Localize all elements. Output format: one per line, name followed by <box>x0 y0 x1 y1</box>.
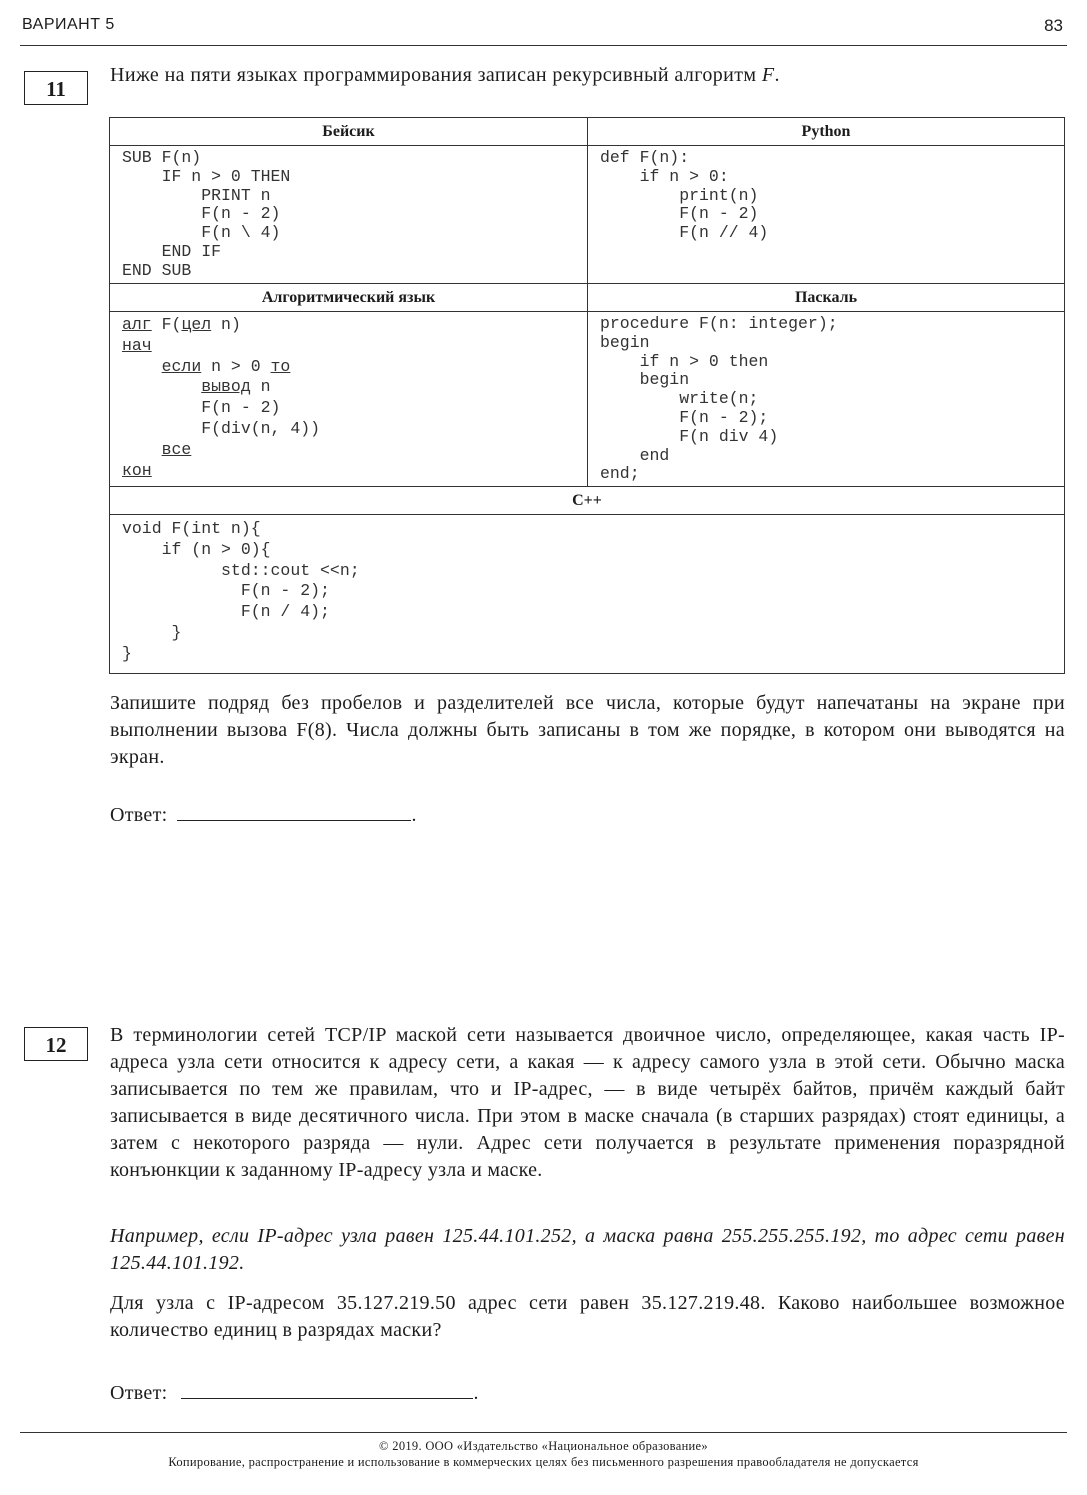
cpp-code-cell <box>110 515 1065 674</box>
footer-notice: Копирование, распространение и использование в коммерческих целях без письменного разрешения правообладателя не допускается <box>168 1455 919 1469</box>
variant-label: ВАРИАНТ 5 <box>22 16 115 33</box>
algorithmic-header: Алгоритмический язык <box>110 284 588 312</box>
footer-divider <box>20 1432 1067 1433</box>
task-12-number: 12 <box>24 1027 88 1061</box>
task-11-answer: Ответ: . <box>110 804 417 826</box>
python-code: def F(n): if n > 0: print(n) F(n - 2) F(n // 4) <box>600 148 769 243</box>
python-code-cell <box>588 146 1065 284</box>
python-header: Python <box>588 118 1065 146</box>
footer-copyright: © 2019. ООО «Издательство «Национальное образование» <box>379 1439 708 1453</box>
page-number: 83 <box>1044 16 1063 35</box>
answer-label: Ответ: <box>110 804 168 826</box>
basic-code: SUB F(n) IF n > 0 THEN PRINT n F(n - 2) F(n \ 4) END IF END SUB <box>122 148 291 280</box>
basic-code-cell <box>110 146 588 284</box>
cpp-header: C++ <box>110 487 1065 515</box>
algorithmic-code-cell <box>110 312 588 487</box>
task-12-answer-field[interactable] <box>181 1380 473 1399</box>
task-12-text: В терминологии сетей TCP/IP маской сети называется двоичное число, определяющее, какая часть IP-адреса узла сети относится к адресу сети, а какая — к адресу самого узла в этой сети. Обычно маска записывается по тем же правилам, что и IP-адрес, — в виде четырёх байтов, причём каждый байт записывается в виде десятичного числа. При этом в маске сначала (в старших разрядах) стоят единицы, а затем с некоторого разряда — нули. Адрес сети получается в результате применения поразрядной конъюнкции к заданному IP-адресу узла и маске. <box>110 1024 1065 1181</box>
pascal-header: Паскаль <box>588 284 1065 312</box>
task-11-answer-field[interactable] <box>177 802 411 821</box>
answer-label: Ответ: <box>110 1382 168 1404</box>
algorithmic-code: алг F(цел n) нач если n > 0 то вывод n F(n - 2) F(div(n, 4)) все кон <box>122 315 321 480</box>
basic-header: Бейсик <box>110 118 588 146</box>
cpp-code: void F(int n){ if (n > 0){ std::cout <<n; F(n - 2); F(n / 4); } } <box>122 519 360 663</box>
pascal-code: procedure F(n: integer); begin if n > 0 then begin write(n; F(n - 2); F(n div 4) end end; <box>600 314 838 484</box>
task-11-intro: Ниже на пяти языках программирования записан рекурсивный алгоритм F. <box>110 64 780 86</box>
task-12-answer: Ответ: . <box>110 1382 479 1404</box>
task-12-example: Например, если IP-адрес узла равен 125.44.101.252, а маска равна 255.255.255.192, то адрес сети равен 125.44.101.192. <box>110 1225 1065 1274</box>
pascal-code-cell <box>588 312 1065 487</box>
header-divider <box>20 45 1067 46</box>
algorithm-name: F <box>761 64 775 86</box>
task-11-number: 11 <box>24 71 88 105</box>
task-11-question: Запишите подряд без пробелов и разделителей все числа, которые будут напечатаны на экране при выполнении вызова F(8). Числа должны быть записаны в том же порядке, в котором они выводятся на экран. <box>110 692 1065 768</box>
task-12-question: Для узла с IP-адресом 35.127.219.50 адрес сети равен 35.127.219.48. Каково наибольшее возможное количество единиц в разрядах маски? <box>110 1292 1065 1341</box>
code-table <box>109 117 1065 674</box>
